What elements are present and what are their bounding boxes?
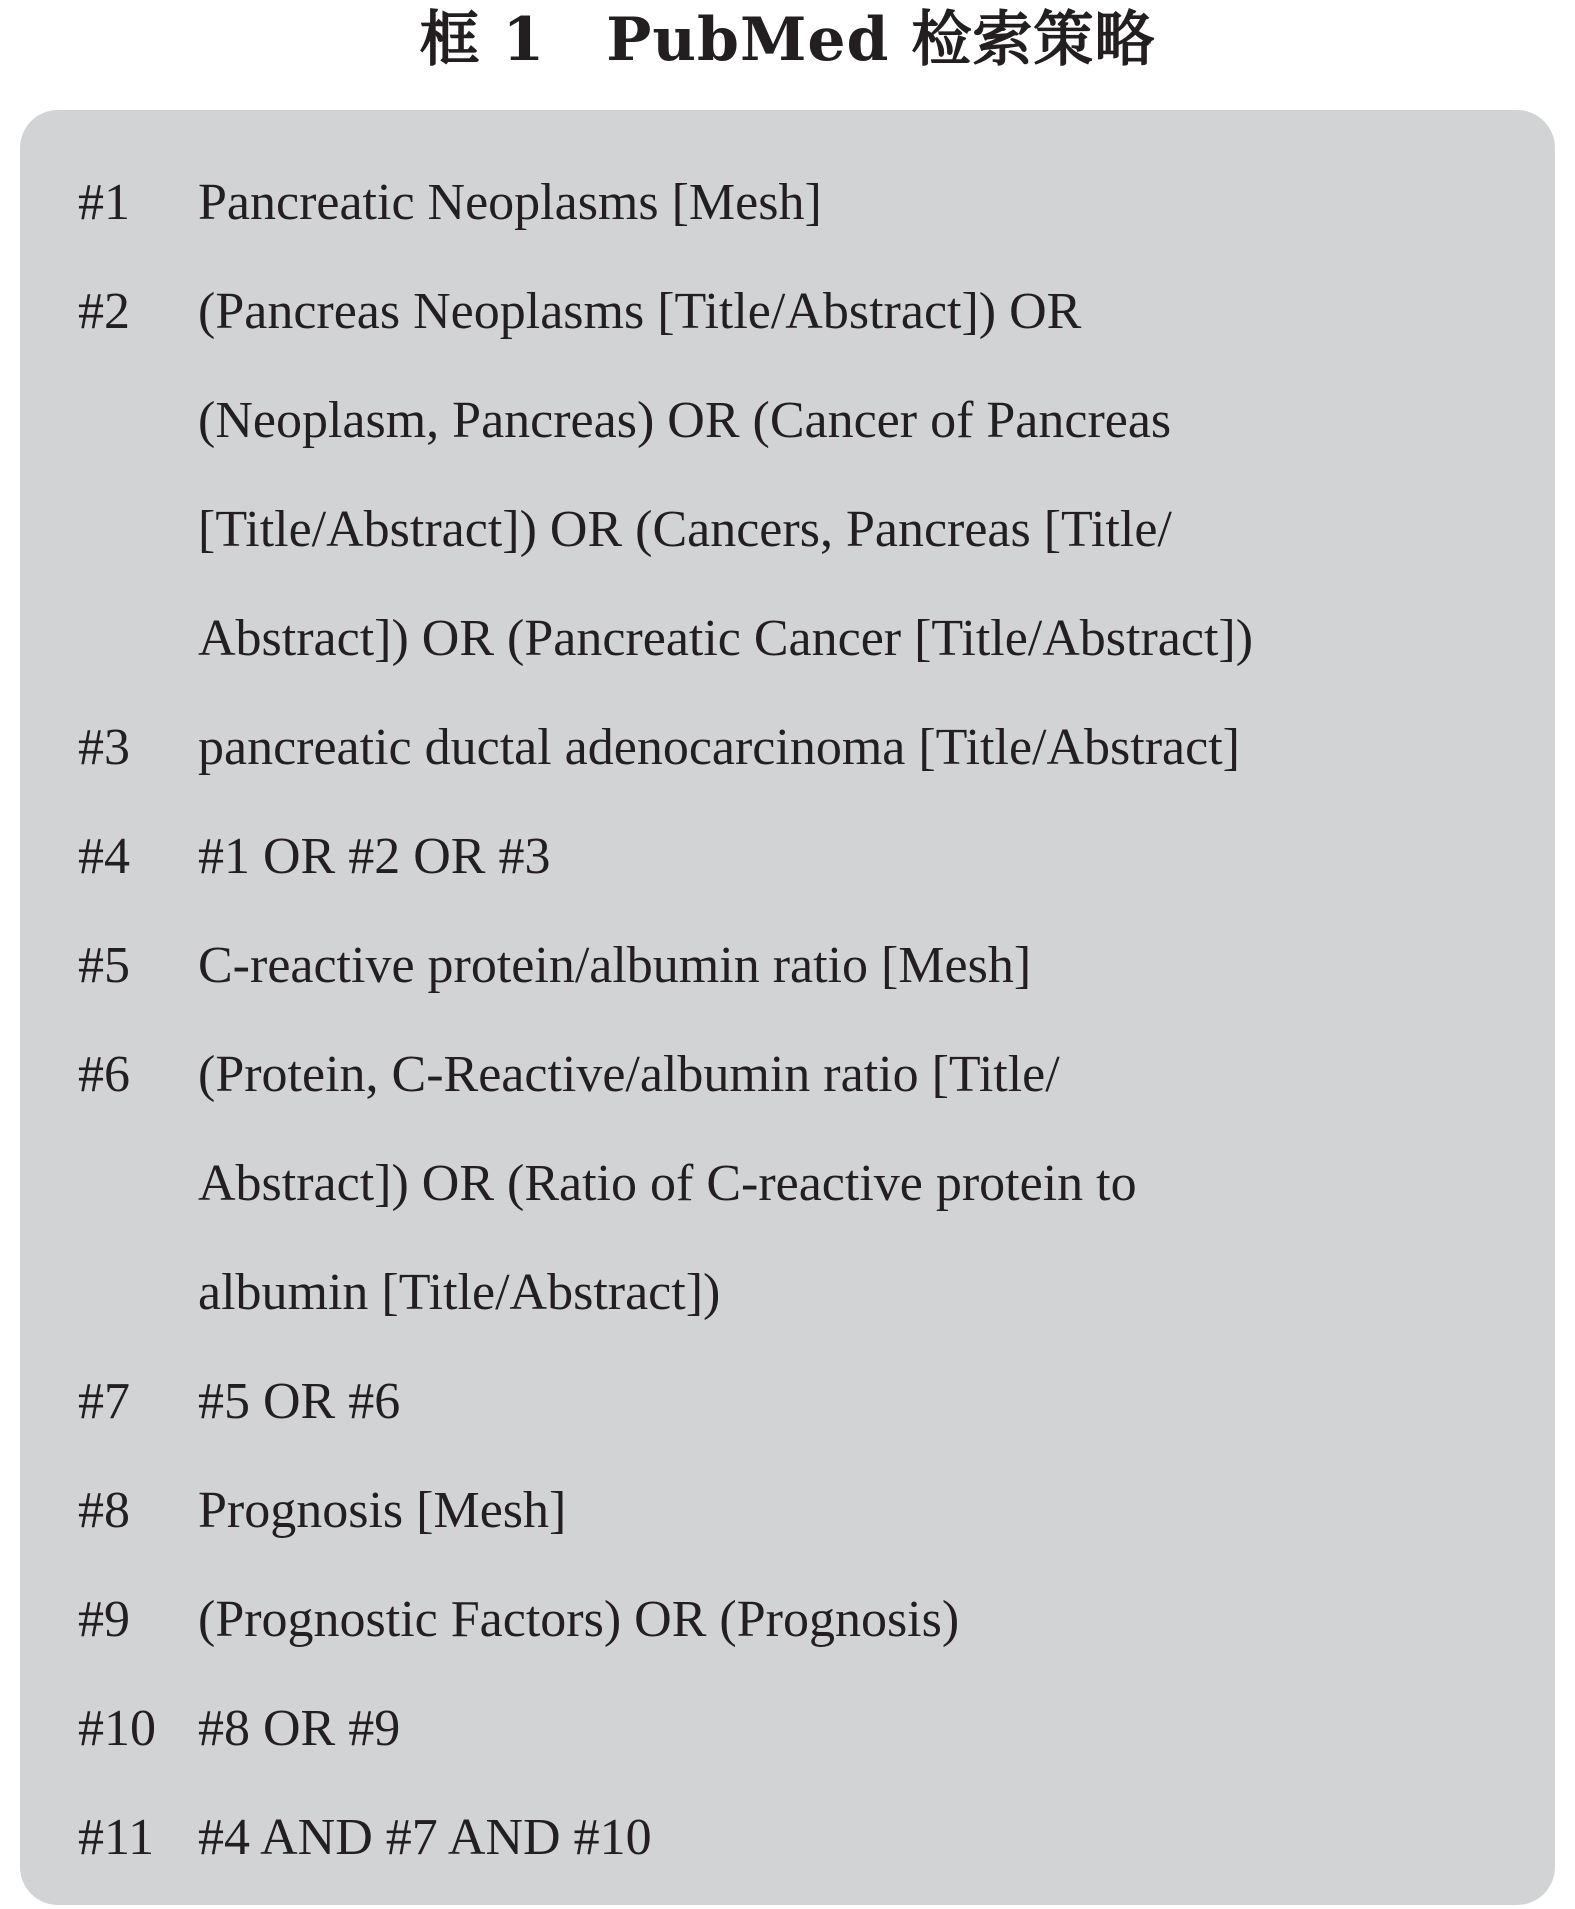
line-text: Abstract]) OR (Ratio of C-reactive protein to — [198, 1155, 1137, 1212]
search-strategy-panel — [20, 110, 1555, 1905]
strategy-line — [20, 1347, 1555, 1456]
line-number — [78, 1238, 208, 1347]
line-text: Abstract]) OR (Pancreatic Cancer [Title/Abstract]) — [198, 610, 1254, 667]
strategy-line — [20, 257, 1555, 366]
strategy-line — [20, 1674, 1555, 1783]
strategy-line — [20, 1783, 1555, 1892]
line-number: #1 — [78, 174, 130, 231]
strategy-line — [20, 693, 1555, 802]
strategy-line — [20, 802, 1555, 911]
strategy-line — [20, 1565, 1555, 1674]
line-text: (Prognostic Factors) OR (Prognosis) — [198, 1591, 960, 1648]
line-number: #9 — [78, 1591, 130, 1648]
line-text: #8 OR #9 — [198, 1700, 401, 1757]
strategy-line — [20, 1129, 1555, 1238]
strategy-line — [20, 366, 1555, 475]
box-title: 框 1 PubMed 检索策略 — [419, 5, 1156, 75]
line-text: Prognosis [Mesh] — [198, 1482, 567, 1539]
line-text: C-reactive protein/albumin ratio [Mesh] — [198, 937, 1032, 994]
line-text: (Neoplasm, Pancreas) OR (Cancer of Pancreas — [198, 392, 1172, 449]
line-text: albumin [Title/Abstract]) — [198, 1264, 721, 1321]
line-number — [78, 366, 208, 475]
line-number — [78, 584, 208, 693]
line-text: (Protein, C-Reactive/albumin ratio [Title/ — [198, 1046, 1060, 1103]
line-number: #5 — [78, 937, 130, 994]
line-number: #10 — [78, 1700, 156, 1757]
line-number: #7 — [78, 1373, 130, 1430]
line-number: #2 — [78, 283, 130, 340]
strategy-line — [20, 475, 1555, 584]
line-text: #1 OR #2 OR #3 — [198, 828, 551, 885]
strategy-line — [20, 1238, 1555, 1347]
line-number — [78, 475, 208, 584]
line-number: #3 — [78, 719, 130, 776]
line-number: #6 — [78, 1046, 130, 1103]
line-number: #4 — [78, 828, 130, 885]
strategy-line — [20, 584, 1555, 693]
strategy-line — [20, 148, 1555, 257]
strategy-line — [20, 911, 1555, 1020]
line-text: #5 OR #6 — [198, 1373, 401, 1430]
line-number: #11 — [78, 1809, 155, 1866]
line-number: #8 — [78, 1482, 130, 1539]
strategy-line — [20, 1020, 1555, 1129]
line-text: Pancreatic Neoplasms [Mesh] — [198, 174, 822, 231]
line-text: [Title/Abstract]) OR (Cancers, Pancreas [Title/ — [198, 501, 1172, 558]
line-number — [78, 1129, 208, 1238]
line-text: #4 AND #7 AND #10 — [198, 1809, 652, 1866]
line-text: pancreatic ductal adenocarcinoma [Title/Abstract] — [198, 719, 1240, 776]
line-text: (Pancreas Neoplasms [Title/Abstract]) OR — [198, 283, 1082, 340]
strategy-line — [20, 1456, 1555, 1565]
